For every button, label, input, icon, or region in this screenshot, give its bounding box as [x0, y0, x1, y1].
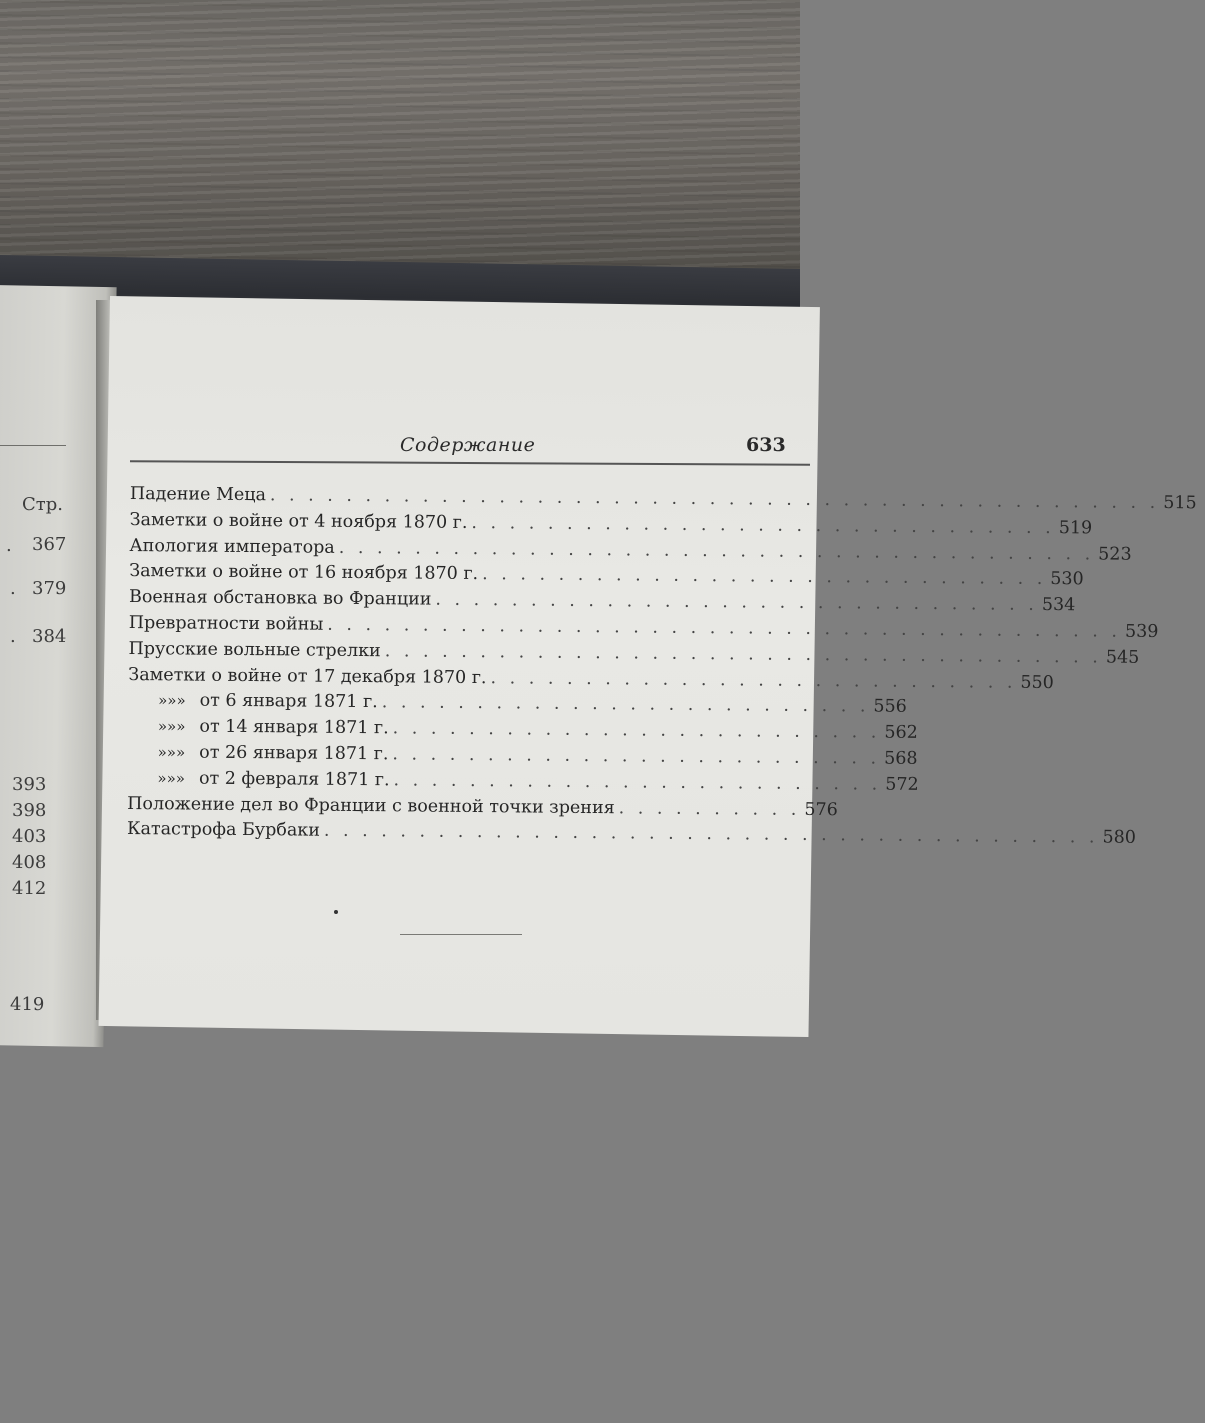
- toc-entry-title: от 6 января 1871 г.: [199, 690, 378, 713]
- toc-entry-title: Военная обстановка во Франции: [128, 587, 432, 610]
- ditto-mark: »: [167, 691, 177, 710]
- leader-dots: . . . . . . . . . .: [618, 797, 801, 820]
- page-number: 633: [746, 434, 786, 456]
- ditto-mark: »: [176, 691, 186, 710]
- toc-entry-title: Положение дел во Франции с военной точки зрения: [127, 793, 615, 818]
- toc-entry-page: 580: [1102, 827, 1136, 849]
- toc-entry-page: 523: [1098, 544, 1132, 565]
- ditto-mark: »: [158, 691, 168, 710]
- toc-entry-title: от 26 января 1871 г.: [199, 742, 389, 765]
- left-page-number: 379: [32, 578, 67, 599]
- leader-dots: . . . . . . . . . . . . . . . . . . . . . . . . . . . . . . . . . . . . . . . . .: [323, 821, 1099, 848]
- toc-entry-page: 562: [884, 722, 918, 744]
- leader-dots: . . . . . . . . . . . . . . . . . . . . . . . . . . . . . . . . . . . . . .: [384, 641, 1103, 668]
- toc-entry-page: 530: [1050, 569, 1084, 590]
- end-rule: [400, 934, 522, 935]
- left-page-number: 419: [10, 994, 45, 1015]
- toc-entry-page: 568: [884, 748, 918, 769]
- toc-entry-page: 550: [1020, 672, 1054, 693]
- leader-dots: . . . . . . . . . . . . . . . . . . . . . . . . . .: [393, 770, 882, 795]
- toc-entry-title: Катастрофа Бурбаки: [126, 819, 321, 842]
- running-title: Содержание: [400, 434, 536, 456]
- left-page-rule: [0, 445, 66, 446]
- toc-entry-title: Превратности войны: [128, 612, 324, 635]
- leader-dots: . . . . . . . . . . . . . . . . . . . . . . . . . . . . . .: [482, 564, 1047, 590]
- toc-entry-title: от 2 февраля 1871 г.: [198, 768, 390, 791]
- left-page-dot: .: [6, 535, 12, 556]
- left-page-number: 408: [12, 852, 47, 873]
- ditto-mark: »: [166, 769, 176, 788]
- toc-entry-page: 519: [1058, 517, 1093, 539]
- table-of-contents: [126, 484, 1197, 851]
- left-page-number: 367: [32, 534, 67, 555]
- leader-dots: . . . . . . . . . . . . . . . . . . . . . . . . . . . . . . . . . . . . . . . . . . . . . . .: [269, 485, 1160, 513]
- leader-dots: . . . . . . . . . . . . . . . . . . . . . . . . . .: [392, 718, 881, 743]
- toc-entry-page: 576: [804, 799, 838, 820]
- wooden-table-background: [0, 0, 800, 300]
- ink-speck: [334, 910, 338, 914]
- ditto-mark: »: [157, 769, 167, 788]
- leader-dots: . . . . . . . . . . . . . . . . . . . . . . . . . . . .: [490, 667, 1017, 693]
- toc-entry-page: 515: [1163, 493, 1197, 514]
- toc-entry-title: Заметки о войне от 4 ноября 1870 г.: [129, 509, 468, 533]
- toc-entry-title: Прусские вольные стрелки: [128, 638, 381, 661]
- leader-dots: . . . . . . . . . . . . . . . . . . . . . . . . . . . . . . . . . . . . . . . .: [338, 537, 1095, 565]
- leader-dots: . . . . . . . . . . . . . . . . . . . . . . . . . .: [392, 744, 881, 769]
- left-page-number: 403: [12, 826, 47, 847]
- ditto-mark: »: [175, 743, 186, 762]
- left-page-number: 398: [12, 800, 47, 821]
- ditto-mark: »: [166, 717, 177, 736]
- leader-dots: . . . . . . . . . . . . . . . . . . . . . . . . . . . . . . .: [471, 512, 1055, 538]
- left-page-number: 412: [12, 878, 47, 899]
- leader-dots: . . . . . . . . . . . . . . . . . . . . . . . . . . . . . . . . . . . . . . . . . .: [327, 614, 1122, 642]
- toc-entry-title: Падение Меца: [129, 484, 267, 506]
- toc-entry-page: 545: [1105, 647, 1140, 668]
- leader-dots: . . . . . . . . . . . . . . . . . . . . . . . . . . . . . . . .: [435, 589, 1038, 616]
- toc-entry-page: 539: [1124, 621, 1159, 642]
- toc-entry-title: Апология императора: [129, 535, 335, 558]
- ditto-mark: »: [176, 717, 186, 736]
- left-page-dot: .: [10, 578, 16, 599]
- ditto-mark: »: [175, 769, 186, 788]
- ditto-mark: »: [157, 743, 167, 762]
- toc-entry-page: 556: [873, 696, 907, 718]
- leader-dots: . . . . . . . . . . . . . . . . . . . . . . . . . .: [381, 692, 870, 717]
- toc-entry-page: 534: [1041, 595, 1076, 616]
- toc-entry-title: Заметки о войне от 16 ноября 1870 г.: [129, 561, 479, 585]
- left-page-number: 384: [32, 626, 67, 647]
- toc-entry-title: от 14 января 1871 г.: [199, 716, 389, 739]
- left-page-dot: .: [10, 626, 16, 647]
- left-page-number: 393: [12, 774, 47, 795]
- ditto-mark: »: [166, 743, 177, 762]
- ditto-mark: »: [157, 717, 168, 736]
- left-page-header: Стр.: [22, 494, 63, 515]
- toc-entry-page: 572: [885, 774, 919, 795]
- toc-entry-title: Заметки о войне от 17 декабря 1870 г.: [128, 664, 487, 688]
